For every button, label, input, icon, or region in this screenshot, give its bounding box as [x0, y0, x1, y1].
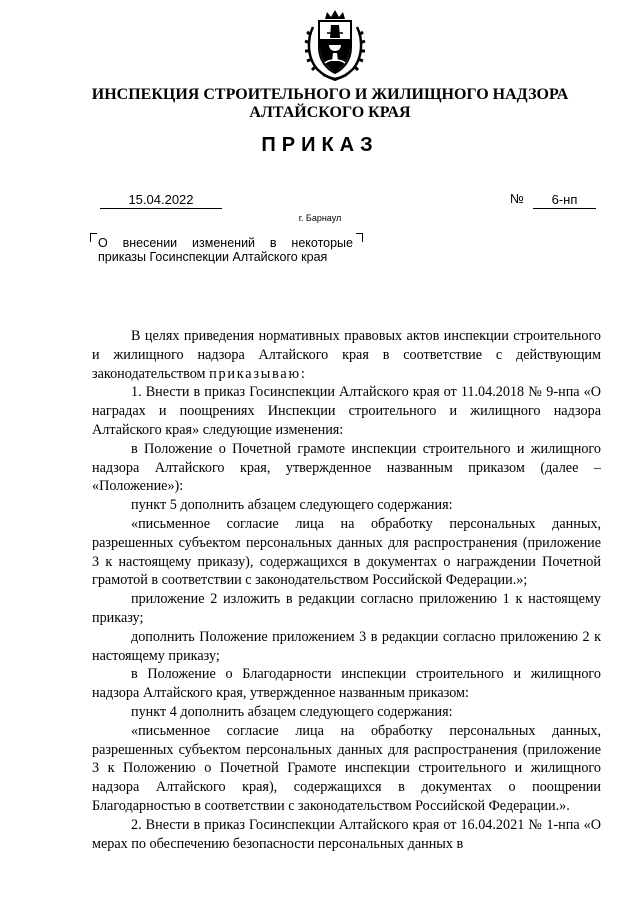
- body-paragraph: «письменное согласие лица на обработку персональных данных, разрешенных субъектом персональных данных для распространения (приложение 3 к настоящему приказу), содержащихся в документах о награждении Почетной грамотой в соответствии с законодательством Российской Федерации.»;: [92, 515, 601, 589]
- body-paragraph: пункт 4 дополнить абзацем следующего содержания:: [131, 703, 453, 720]
- preamble-text: В целях приведения нормативных правовых актов инспекции строительного и жилищного надзора Алтайского края в соответствие с действующим законодательством: [92, 328, 601, 382]
- body-paragraph: пункт 5 дополнить абзацем следующего содержания:: [131, 497, 453, 514]
- preamble-order-word: приказываю: [209, 365, 301, 382]
- body-paragraph: 2. Внести в приказ Госинспекции Алтайского края от 16.04.2021 № 1-нпа «О мерах по обеспечению безопасности персональных данных в: [92, 816, 601, 852]
- body-paragraph: дополнить Положение приложением 3 в редакции согласно приложению 2 к настоящему приказу;: [92, 628, 601, 664]
- document-type-title: ПРИКАЗ: [261, 134, 379, 156]
- org-name-line2: АЛТАЙСКОГО КРАЯ: [249, 104, 411, 121]
- body-paragraph: в Положение о Благодарности инспекции строительного и жилищного надзора Алтайского края, утвержденное названным приказом:: [92, 666, 601, 702]
- order-subject: О внесении изменений в некоторые приказы Госинспекции Алтайского края: [98, 236, 353, 264]
- order-number: 6-нп: [533, 192, 596, 209]
- body-paragraph-preamble: [92, 327, 601, 383]
- order-body: [92, 327, 601, 853]
- body-paragraph: «письменное согласие лица на обработку персональных данных, разрешенных субъектом персональных данных для распространения (приложение 3 к Положению о Почетной Грамоте инспекции строительного и жилищного надзора Алтайского края), содержащихся в документах о поощрении Благодарностью в соответствии с законодательством Российской Федерации.».: [92, 722, 601, 814]
- body-paragraph: в Положение о Почетной грамоте инспекции строительного и жилищного надзора Алтайского края, утвержденное названным приказом (далее – «Положение»):: [92, 440, 601, 495]
- order-date: 15.04.2022: [100, 192, 222, 209]
- body-paragraph: приложение 2 изложить в редакции согласно приложению 1 к настоящему приказу;: [92, 591, 601, 626]
- order-number-label: №: [510, 191, 524, 206]
- preamble-colon: :: [300, 365, 305, 382]
- coat-of-arms-icon: [303, 9, 367, 83]
- org-name-line1: ИНСПЕКЦИЯ СТРОИТЕЛЬНОГО И ЖИЛИЩНОГО НАДЗОРА: [91, 86, 569, 103]
- city-name: г. Барнаул: [298, 213, 342, 223]
- subject-bracket-left: [90, 233, 97, 242]
- body-paragraph: 1. Внести в приказ Госинспекции Алтайского края от 11.04.2018 № 9-нпа «О наградах и поощрениях Инспекции строительного и жилищного надзора Алтайского края» следующие изменения:: [92, 384, 601, 438]
- subject-bracket-right: [356, 233, 363, 242]
